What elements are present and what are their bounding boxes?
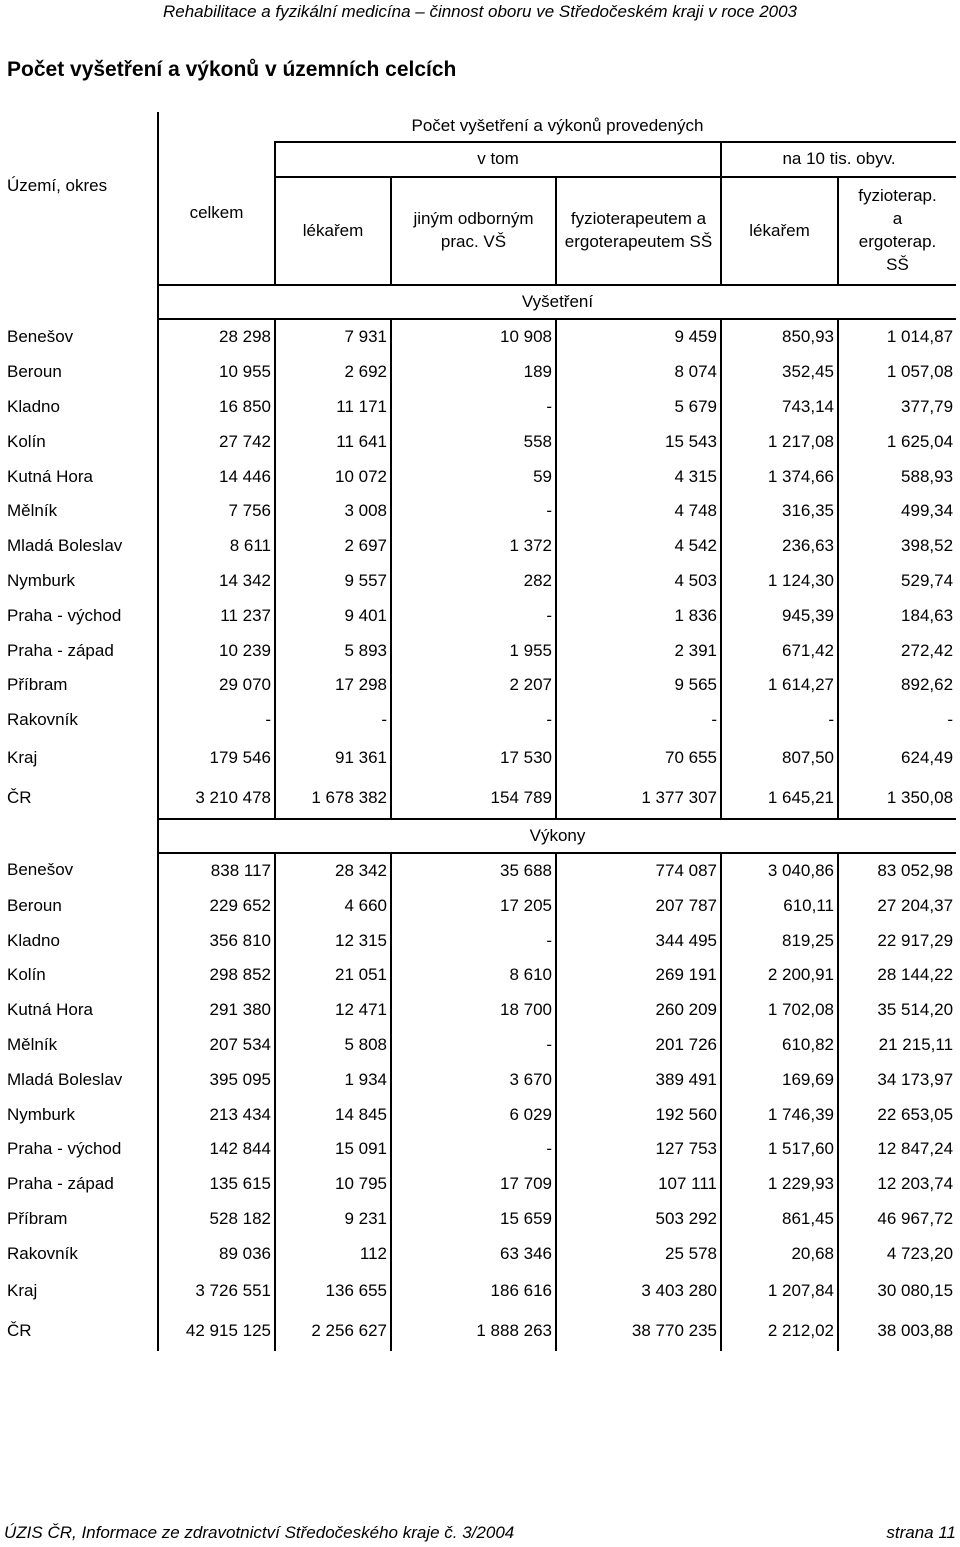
cell-fyzio: 5 679 bbox=[556, 390, 721, 425]
cell-celkem: 179 546 bbox=[158, 738, 275, 778]
cell-jinym: 18 700 bbox=[391, 993, 556, 1028]
group-header-vtom: v tom bbox=[275, 142, 721, 177]
cell-territory: Mělník bbox=[7, 1034, 58, 1054]
cell-jinym: 186 616 bbox=[391, 1271, 556, 1311]
cell-jinym: 17 530 bbox=[391, 738, 556, 778]
cell-lekarem-per10k: 2 200,91 bbox=[721, 958, 838, 993]
table-row bbox=[2, 1271, 956, 1311]
cell-celkem: 207 534 bbox=[158, 1028, 275, 1063]
cell-fyzio: 3 403 280 bbox=[556, 1271, 721, 1311]
cell-lekarem-per10k: 1 374,66 bbox=[721, 459, 838, 494]
cell-territory: Benešov bbox=[7, 860, 74, 880]
cell-jinym: 154 789 bbox=[391, 778, 556, 819]
cell-fyzio-per10k: 22 917,29 bbox=[838, 923, 956, 958]
cell-celkem: 528 182 bbox=[158, 1202, 275, 1237]
cell-territory: Kolín bbox=[7, 431, 46, 451]
cell-lekarem-per10k: 169,69 bbox=[721, 1062, 838, 1097]
cell-fyzio: 107 111 bbox=[556, 1167, 721, 1202]
cell-celkem: 10 955 bbox=[158, 355, 275, 390]
cell-fyzio-per10k: 377,79 bbox=[838, 390, 956, 425]
cell-lekarem: 5 808 bbox=[275, 1028, 391, 1063]
cell-fyzio-per10k: 4 723,20 bbox=[838, 1236, 956, 1271]
cell-lekarem: 136 655 bbox=[275, 1271, 391, 1311]
col-header-lekarem: lékařem bbox=[275, 177, 391, 285]
table-row bbox=[2, 459, 956, 494]
cell-celkem: 142 844 bbox=[158, 1132, 275, 1167]
cell-fyzio-per10k: 398,52 bbox=[838, 529, 956, 564]
table-row bbox=[2, 1202, 956, 1237]
cell-lekarem-per10k: 819,25 bbox=[721, 923, 838, 958]
cell-lekarem-per10k: 3 040,86 bbox=[721, 853, 838, 889]
statistics-table bbox=[2, 112, 956, 1351]
footer-page-number: strana 11 bbox=[886, 1523, 956, 1542]
cell-lekarem: 11 171 bbox=[275, 390, 391, 425]
cell-celkem: 89 036 bbox=[158, 1236, 275, 1271]
cell-territory: Kladno bbox=[7, 930, 60, 950]
cell-celkem: 7 756 bbox=[158, 494, 275, 529]
table-row bbox=[2, 1236, 956, 1271]
cell-celkem: 16 850 bbox=[158, 390, 275, 425]
cell-lekarem: 2 697 bbox=[275, 529, 391, 564]
running-header: Rehabilitace a fyzikální medicína – činnost oboru ve Středočeském kraji v roce 2003 bbox=[162, 2, 798, 21]
cell-celkem: 135 615 bbox=[158, 1167, 275, 1202]
cell-fyzio-per10k: 272,42 bbox=[838, 633, 956, 668]
cell-celkem: - bbox=[158, 703, 275, 738]
cell-fyzio-per10k: 38 003,88 bbox=[838, 1311, 956, 1351]
cell-lekarem: 2 692 bbox=[275, 355, 391, 390]
cell-lekarem-per10k: 1 702,08 bbox=[721, 993, 838, 1028]
table-row bbox=[2, 703, 956, 738]
table-row bbox=[2, 494, 956, 529]
cell-territory: Kolín bbox=[7, 965, 46, 985]
section-spacer bbox=[2, 819, 158, 853]
cell-fyzio: 9 565 bbox=[556, 668, 721, 703]
cell-fyzio-per10k: 46 967,72 bbox=[838, 1202, 956, 1237]
cell-territory: ČR bbox=[7, 788, 32, 808]
col-header-fyzio: fyzioterapeutem a ergoterapeutem SŠ bbox=[556, 177, 721, 285]
cell-territory: Kutná Hora bbox=[7, 1000, 93, 1020]
cell-fyzio-per10k: 1 625,04 bbox=[838, 424, 956, 459]
cell-lekarem: 9 231 bbox=[275, 1202, 391, 1237]
cell-lekarem-per10k: 316,35 bbox=[721, 494, 838, 529]
table-row bbox=[2, 319, 956, 355]
cell-lekarem: 17 298 bbox=[275, 668, 391, 703]
cell-jinym: 59 bbox=[391, 459, 556, 494]
cell-fyzio: 201 726 bbox=[556, 1028, 721, 1063]
cell-fyzio: 260 209 bbox=[556, 993, 721, 1028]
cell-territory: Nymburk bbox=[7, 570, 76, 590]
cell-jinym: 17 205 bbox=[391, 888, 556, 923]
cell-fyzio-per10k: 22 653,05 bbox=[838, 1097, 956, 1132]
cell-fyzio: 4 542 bbox=[556, 529, 721, 564]
cell-celkem: 8 611 bbox=[158, 529, 275, 564]
table-row bbox=[2, 598, 956, 633]
cell-fyzio: 2 391 bbox=[556, 633, 721, 668]
cell-fyzio: 127 753 bbox=[556, 1132, 721, 1167]
cell-celkem: 42 915 125 bbox=[158, 1311, 275, 1351]
cell-fyzio-per10k: 588,93 bbox=[838, 459, 956, 494]
cell-fyzio: 25 578 bbox=[556, 1236, 721, 1271]
cell-territory: Mladá Boleslav bbox=[7, 536, 123, 556]
cell-fyzio-per10k: 35 514,20 bbox=[838, 993, 956, 1028]
cell-fyzio-per10k: 499,34 bbox=[838, 494, 956, 529]
cell-territory: Kladno bbox=[7, 396, 60, 416]
cell-celkem: 3 726 551 bbox=[158, 1271, 275, 1311]
cell-jinym: 1 888 263 bbox=[391, 1311, 556, 1351]
cell-lekarem-per10k: 1 746,39 bbox=[721, 1097, 838, 1132]
section-header: Výkony bbox=[158, 819, 956, 853]
cell-lekarem-per10k: 861,45 bbox=[721, 1202, 838, 1237]
section-header: Vyšetření bbox=[158, 285, 956, 319]
cell-jinym: - bbox=[391, 390, 556, 425]
cell-jinym: 2 207 bbox=[391, 668, 556, 703]
cell-fyzio-per10k: 624,49 bbox=[838, 738, 956, 778]
cell-celkem: 14 342 bbox=[158, 564, 275, 599]
cell-lekarem: 15 091 bbox=[275, 1132, 391, 1167]
cell-jinym: 63 346 bbox=[391, 1236, 556, 1271]
cell-jinym: 1 372 bbox=[391, 529, 556, 564]
cell-lekarem-per10k: 352,45 bbox=[721, 355, 838, 390]
cell-fyzio-per10k: 1 014,87 bbox=[838, 319, 956, 355]
cell-jinym: - bbox=[391, 703, 556, 738]
cell-fyzio-per10k: 892,62 bbox=[838, 668, 956, 703]
cell-lekarem: 1 934 bbox=[275, 1062, 391, 1097]
cell-lekarem: 5 893 bbox=[275, 633, 391, 668]
section-spacer bbox=[2, 285, 158, 319]
cell-jinym: 17 709 bbox=[391, 1167, 556, 1202]
cell-jinym: 35 688 bbox=[391, 853, 556, 889]
cell-fyzio: 389 491 bbox=[556, 1062, 721, 1097]
cell-celkem: 838 117 bbox=[158, 853, 275, 889]
group-header-main: Počet vyšetření a výkonů provedených bbox=[158, 112, 956, 142]
cell-territory: Praha - východ bbox=[7, 605, 122, 625]
cell-territory: Příbram bbox=[7, 1208, 68, 1228]
cell-fyzio: 8 074 bbox=[556, 355, 721, 390]
cell-lekarem: 10 072 bbox=[275, 459, 391, 494]
cell-territory: Praha - západ bbox=[7, 640, 114, 660]
cell-jinym: - bbox=[391, 494, 556, 529]
cell-fyzio-per10k: - bbox=[838, 703, 956, 738]
table-row bbox=[2, 1167, 956, 1202]
cell-jinym: 6 029 bbox=[391, 1097, 556, 1132]
cell-lekarem-per10k: 807,50 bbox=[721, 738, 838, 778]
cell-fyzio: 15 543 bbox=[556, 424, 721, 459]
col-header-celkem: celkem bbox=[158, 142, 275, 285]
cell-fyzio-per10k: 529,74 bbox=[838, 564, 956, 599]
cell-fyzio-per10k: 83 052,98 bbox=[838, 853, 956, 889]
cell-territory: Rakovník bbox=[7, 1243, 78, 1263]
cell-jinym: 15 659 bbox=[391, 1202, 556, 1237]
cell-lekarem: 1 678 382 bbox=[275, 778, 391, 819]
cell-fyzio: 1 836 bbox=[556, 598, 721, 633]
cell-celkem: 356 810 bbox=[158, 923, 275, 958]
cell-celkem: 29 070 bbox=[158, 668, 275, 703]
cell-lekarem-per10k: 1 614,27 bbox=[721, 668, 838, 703]
cell-fyzio-per10k: 28 144,22 bbox=[838, 958, 956, 993]
cell-jinym: - bbox=[391, 598, 556, 633]
cell-territory: Benešov bbox=[7, 326, 74, 346]
cell-celkem: 28 298 bbox=[158, 319, 275, 355]
cell-lekarem: 112 bbox=[275, 1236, 391, 1271]
cell-fyzio-per10k: 12 203,74 bbox=[838, 1167, 956, 1202]
cell-lekarem-per10k: 1 207,84 bbox=[721, 1271, 838, 1311]
cell-lekarem-per10k: 1 124,30 bbox=[721, 564, 838, 599]
table-row bbox=[2, 778, 956, 819]
table-row bbox=[2, 1132, 956, 1167]
table-row bbox=[2, 424, 956, 459]
cell-lekarem-per10k: 20,68 bbox=[721, 1236, 838, 1271]
cell-lekarem: 14 845 bbox=[275, 1097, 391, 1132]
cell-fyzio: 207 787 bbox=[556, 888, 721, 923]
cell-fyzio: 1 377 307 bbox=[556, 778, 721, 819]
cell-lekarem-per10k: - bbox=[721, 703, 838, 738]
col-header-jinym: jiným odborným prac. VŠ bbox=[391, 177, 556, 285]
cell-lekarem: 21 051 bbox=[275, 958, 391, 993]
table-row bbox=[2, 668, 956, 703]
table-row bbox=[2, 355, 956, 390]
cell-lekarem: 2 256 627 bbox=[275, 1311, 391, 1351]
table-row bbox=[2, 738, 956, 778]
cell-fyzio: 344 495 bbox=[556, 923, 721, 958]
cell-jinym: - bbox=[391, 1028, 556, 1063]
cell-celkem: 27 742 bbox=[158, 424, 275, 459]
cell-jinym: 558 bbox=[391, 424, 556, 459]
cell-celkem: 395 095 bbox=[158, 1062, 275, 1097]
col-header-fyzio-per10k: fyzioterap. a ergoterap. SŠ bbox=[838, 177, 956, 285]
cell-fyzio-per10k: 27 204,37 bbox=[838, 888, 956, 923]
cell-jinym: 1 955 bbox=[391, 633, 556, 668]
cell-territory: Beroun bbox=[7, 362, 62, 382]
cell-lekarem-per10k: 945,39 bbox=[721, 598, 838, 633]
cell-fyzio: 774 087 bbox=[556, 853, 721, 889]
cell-lekarem: 91 361 bbox=[275, 738, 391, 778]
cell-territory: Nymburk bbox=[7, 1104, 76, 1124]
cell-fyzio: 503 292 bbox=[556, 1202, 721, 1237]
cell-lekarem-per10k: 1 645,21 bbox=[721, 778, 838, 819]
col-header-territory: Území, okres bbox=[7, 176, 108, 196]
table-row bbox=[2, 888, 956, 923]
cell-territory: Kutná Hora bbox=[7, 466, 93, 486]
table-row bbox=[2, 1097, 956, 1132]
table-body bbox=[2, 112, 956, 1351]
table-row bbox=[2, 853, 956, 889]
col-header-lekarem-per10k: lékařem bbox=[721, 177, 838, 285]
table-row bbox=[2, 993, 956, 1028]
cell-territory: Praha - východ bbox=[7, 1139, 122, 1159]
cell-territory: Beroun bbox=[7, 895, 62, 915]
cell-fyzio-per10k: 184,63 bbox=[838, 598, 956, 633]
cell-territory: Příbram bbox=[7, 675, 68, 695]
cell-lekarem: 10 795 bbox=[275, 1167, 391, 1202]
cell-celkem: 298 852 bbox=[158, 958, 275, 993]
cell-fyzio-per10k: 34 173,97 bbox=[838, 1062, 956, 1097]
cell-lekarem-per10k: 2 212,02 bbox=[721, 1311, 838, 1351]
cell-lekarem-per10k: 1 517,60 bbox=[721, 1132, 838, 1167]
cell-fyzio: 4 315 bbox=[556, 459, 721, 494]
cell-jinym: - bbox=[391, 923, 556, 958]
cell-lekarem: 12 471 bbox=[275, 993, 391, 1028]
cell-territory: Kraj bbox=[7, 1281, 38, 1301]
cell-fyzio: 38 770 235 bbox=[556, 1311, 721, 1351]
cell-lekarem: 7 931 bbox=[275, 319, 391, 355]
cell-lekarem-per10k: 1 229,93 bbox=[721, 1167, 838, 1202]
cell-celkem: 3 210 478 bbox=[158, 778, 275, 819]
cell-fyzio-per10k: 1 057,08 bbox=[838, 355, 956, 390]
cell-territory: Mělník bbox=[7, 501, 58, 521]
cell-territory: Praha - západ bbox=[7, 1174, 114, 1194]
cell-fyzio-per10k: 1 350,08 bbox=[838, 778, 956, 819]
cell-celkem: 11 237 bbox=[158, 598, 275, 633]
cell-celkem: 229 652 bbox=[158, 888, 275, 923]
table-row bbox=[2, 1311, 956, 1351]
cell-celkem: 213 434 bbox=[158, 1097, 275, 1132]
cell-lekarem-per10k: 671,42 bbox=[721, 633, 838, 668]
cell-lekarem: 28 342 bbox=[275, 853, 391, 889]
cell-territory: Kraj bbox=[7, 747, 38, 767]
table-row bbox=[2, 633, 956, 668]
cell-lekarem-per10k: 1 217,08 bbox=[721, 424, 838, 459]
cell-celkem: 291 380 bbox=[158, 993, 275, 1028]
cell-fyzio-per10k: 30 080,15 bbox=[838, 1271, 956, 1311]
cell-jinym: 10 908 bbox=[391, 319, 556, 355]
table-row bbox=[2, 1028, 956, 1063]
cell-fyzio: 9 459 bbox=[556, 319, 721, 355]
cell-fyzio-per10k: 21 215,11 bbox=[838, 1028, 956, 1063]
cell-lekarem: 9 401 bbox=[275, 598, 391, 633]
cell-territory: ČR bbox=[7, 1321, 32, 1341]
cell-celkem: 10 239 bbox=[158, 633, 275, 668]
table-row bbox=[2, 923, 956, 958]
cell-lekarem: 11 641 bbox=[275, 424, 391, 459]
table-row bbox=[2, 529, 956, 564]
cell-jinym: 3 670 bbox=[391, 1062, 556, 1097]
cell-lekarem-per10k: 743,14 bbox=[721, 390, 838, 425]
cell-lekarem: 4 660 bbox=[275, 888, 391, 923]
cell-fyzio-per10k: 12 847,24 bbox=[838, 1132, 956, 1167]
cell-jinym: 189 bbox=[391, 355, 556, 390]
cell-fyzio: 4 748 bbox=[556, 494, 721, 529]
cell-lekarem-per10k: 236,63 bbox=[721, 529, 838, 564]
cell-fyzio: - bbox=[556, 703, 721, 738]
group-header-per10k: na 10 tis. obyv. bbox=[721, 142, 956, 177]
cell-lekarem: 12 315 bbox=[275, 923, 391, 958]
cell-lekarem-per10k: 850,93 bbox=[721, 319, 838, 355]
page-title: Počet vyšetření a výkonů v územních celcích bbox=[7, 58, 457, 81]
table-row bbox=[2, 958, 956, 993]
cell-jinym: 8 610 bbox=[391, 958, 556, 993]
cell-jinym: - bbox=[391, 1132, 556, 1167]
cell-celkem: 14 446 bbox=[158, 459, 275, 494]
cell-fyzio: 4 503 bbox=[556, 564, 721, 599]
cell-territory: Rakovník bbox=[7, 710, 78, 730]
cell-jinym: 282 bbox=[391, 564, 556, 599]
cell-fyzio: 192 560 bbox=[556, 1097, 721, 1132]
table-row bbox=[2, 390, 956, 425]
cell-lekarem: 9 557 bbox=[275, 564, 391, 599]
footer-source: ÚZIS ČR, Informace ze zdravotnictví Středočeského kraje č. 3/2004 bbox=[4, 1523, 515, 1542]
cell-lekarem-per10k: 610,82 bbox=[721, 1028, 838, 1063]
cell-territory: Mladá Boleslav bbox=[7, 1069, 123, 1089]
cell-lekarem: 3 008 bbox=[275, 494, 391, 529]
cell-fyzio: 70 655 bbox=[556, 738, 721, 778]
cell-lekarem-per10k: 610,11 bbox=[721, 888, 838, 923]
table-row bbox=[2, 564, 956, 599]
cell-fyzio: 269 191 bbox=[556, 958, 721, 993]
table-row bbox=[2, 1062, 956, 1097]
cell-lekarem: - bbox=[275, 703, 391, 738]
